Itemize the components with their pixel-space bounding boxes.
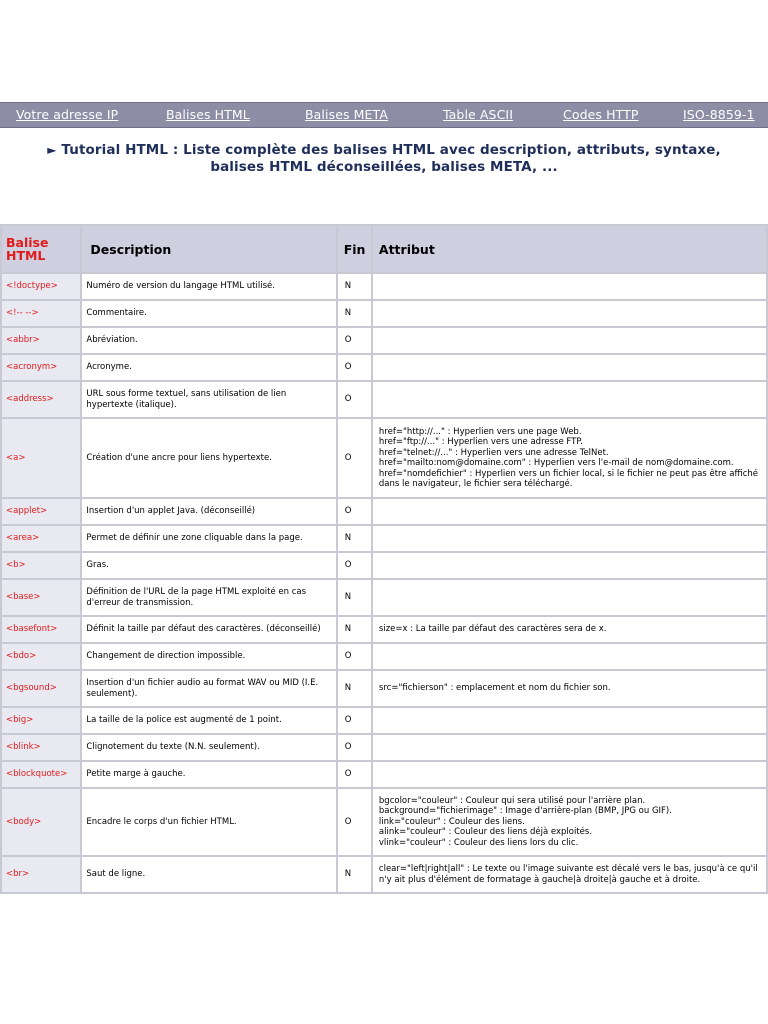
- fin-cell: N: [338, 526, 371, 551]
- fin-cell: O: [338, 735, 371, 760]
- tag-cell: <br>: [2, 857, 80, 892]
- attribut-cell: [373, 735, 766, 760]
- attribut-cell: [373, 580, 766, 615]
- attribut-cell: [373, 644, 766, 669]
- page-title-line2: balises HTML déconseillées, balises META, ...: [210, 159, 558, 175]
- fin-cell: O: [338, 553, 371, 578]
- description-cell: Acronyme.: [82, 355, 335, 380]
- tag-cell: <!doctype>: [2, 274, 80, 299]
- page-title-line1: Tutorial HTML : Liste complète des balises HTML avec description, attributs, syntaxe,: [61, 142, 721, 158]
- fin-cell: O: [338, 382, 371, 417]
- description-cell: Numéro de version du langage HTML utilisé.: [82, 274, 335, 299]
- page-title: [0, 142, 768, 176]
- tag-cell: <!-- -->: [2, 301, 80, 326]
- table-row: [2, 708, 766, 733]
- fin-cell: O: [338, 708, 371, 733]
- table-body: [2, 274, 766, 892]
- description-cell: Abréviation.: [82, 328, 335, 353]
- html-tags-table: [0, 224, 768, 894]
- tag-cell: <bdo>: [2, 644, 80, 669]
- attribut-cell: [373, 526, 766, 551]
- table-row: [2, 328, 766, 353]
- table-row: [2, 789, 766, 855]
- attribut-cell: href="http://..." : Hyperlien vers une page Web. href="ftp://..." : Hyperlien vers une adresse FTP. href="telnet://..." : Hyperlien vers une adresse TelNet. href="mailto:nom@domaine.com" : Hyperlien vers l'e-mail de nom@domaine.com. href="nomdefichier" : Hyperlien vers un fichier local, si le fichier ne peut pas être affiché dans le navigateur, le fichier sera téléchargé.: [373, 419, 766, 497]
- tag-cell: <base>: [2, 580, 80, 615]
- description-cell: Changement de direction impossible.: [82, 644, 335, 669]
- description-cell: Encadre le corps d'un fichier HTML.: [82, 789, 335, 855]
- tag-cell: <blockquote>: [2, 762, 80, 787]
- tag-cell: <bgsound>: [2, 671, 80, 706]
- nav-link-ip-address[interactable]: Votre adresse IP: [16, 107, 119, 122]
- fin-cell: O: [338, 355, 371, 380]
- description-cell: Permet de définir une zone cliquable dans la page.: [82, 526, 335, 551]
- play-arrow-icon: ►: [47, 143, 57, 157]
- description-cell: Définit la taille par défaut des caractères. (déconseillé): [82, 617, 335, 642]
- table-row: [2, 355, 766, 380]
- tag-cell: <b>: [2, 553, 80, 578]
- column-header-tag: Balise HTML: [2, 226, 80, 272]
- table-row: [2, 857, 766, 892]
- description-cell: Définition de l'URL de la page HTML exploité en cas d'erreur de transmission.: [82, 580, 335, 615]
- description-cell: Saut de ligne.: [82, 857, 335, 892]
- attribut-cell: bgcolor="couleur" : Couleur qui sera utilisé pour l'arrière plan. background="fichierimage" : Image d'arrière-plan (BMP, JPG ou GIF). link="couleur" : Couleur des liens. alink="couleur" : Couleur des liens déjà exploités. vlink="couleur" : Couleur des liens lors du clic.: [373, 789, 766, 855]
- fin-cell: N: [338, 274, 371, 299]
- description-cell: Commentaire.: [82, 301, 335, 326]
- tag-cell: <area>: [2, 526, 80, 551]
- nav-link-iso-8859-1[interactable]: ISO-8859-1: [683, 107, 755, 122]
- description-cell: Création d'une ancre pour liens hypertexte.: [82, 419, 335, 497]
- description-cell: Clignotement du texte (N.N. seulement).: [82, 735, 335, 760]
- fin-cell: O: [338, 419, 371, 497]
- nav-bar: [0, 102, 768, 128]
- attribut-cell: [373, 301, 766, 326]
- table-row: [2, 274, 766, 299]
- fin-cell: O: [338, 644, 371, 669]
- nav-link-meta-tags[interactable]: Balises META: [305, 107, 388, 122]
- attribut-cell: src="fichierson" : emplacement et nom du fichier son.: [373, 671, 766, 706]
- attribut-cell: clear="left|right|all" : Le texte ou l'image suivante est décalé vers le bas, jusqu'à ce qu'il n'y ait plus d'élément de formatage à gauche|à droite|à gauche et à droite.: [373, 857, 766, 892]
- table-header-row: [2, 226, 766, 272]
- table-row: [2, 499, 766, 524]
- table-row: [2, 735, 766, 760]
- fin-cell: O: [338, 789, 371, 855]
- tag-cell: <address>: [2, 382, 80, 417]
- attribut-cell: [373, 553, 766, 578]
- attribut-cell: [373, 382, 766, 417]
- attribut-cell: [373, 708, 766, 733]
- tag-cell: <applet>: [2, 499, 80, 524]
- column-header-fin: Fin: [338, 226, 371, 272]
- fin-cell: O: [338, 762, 371, 787]
- table-row: [2, 580, 766, 615]
- table-row: [2, 553, 766, 578]
- table-row: [2, 762, 766, 787]
- fin-cell: O: [338, 328, 371, 353]
- table-row: [2, 419, 766, 497]
- description-cell: La taille de la police est augmenté de 1 point.: [82, 708, 335, 733]
- description-cell: Insertion d'un fichier audio au format WAV ou MID (I.E. seulement).: [82, 671, 335, 706]
- column-header-description: Description: [82, 226, 335, 272]
- attribut-cell: [373, 328, 766, 353]
- fin-cell: O: [338, 499, 371, 524]
- tag-cell: <basefont>: [2, 617, 80, 642]
- fin-cell: N: [338, 617, 371, 642]
- tag-cell: <abbr>: [2, 328, 80, 353]
- nav-link-ascii-table[interactable]: Table ASCII: [443, 107, 513, 122]
- description-cell: Insertion d'un applet Java. (déconseillé): [82, 499, 335, 524]
- nav-link-http-codes[interactable]: Codes HTTP: [563, 107, 639, 122]
- attribut-cell: [373, 274, 766, 299]
- tag-cell: <body>: [2, 789, 80, 855]
- description-cell: URL sous forme textuel, sans utilisation de lien hypertexte (italique).: [82, 382, 335, 417]
- description-cell: Gras.: [82, 553, 335, 578]
- table-row: [2, 644, 766, 669]
- fin-cell: N: [338, 671, 371, 706]
- attribut-cell: [373, 355, 766, 380]
- table-row: [2, 617, 766, 642]
- attribut-cell: size=x : La taille par défaut des caractères sera de x.: [373, 617, 766, 642]
- table-row: [2, 382, 766, 417]
- tag-cell: <blink>: [2, 735, 80, 760]
- tag-cell: <acronym>: [2, 355, 80, 380]
- fin-cell: N: [338, 580, 371, 615]
- attribut-cell: [373, 499, 766, 524]
- fin-cell: N: [338, 857, 371, 892]
- fin-cell: N: [338, 301, 371, 326]
- nav-link-html-tags[interactable]: Balises HTML: [166, 107, 250, 122]
- tag-cell: <big>: [2, 708, 80, 733]
- column-header-attribut: Attribut: [373, 226, 766, 272]
- table-row: [2, 671, 766, 706]
- tag-cell: <a>: [2, 419, 80, 497]
- description-cell: Petite marge à gauche.: [82, 762, 335, 787]
- table-row: [2, 526, 766, 551]
- table-row: [2, 301, 766, 326]
- attribut-cell: [373, 762, 766, 787]
